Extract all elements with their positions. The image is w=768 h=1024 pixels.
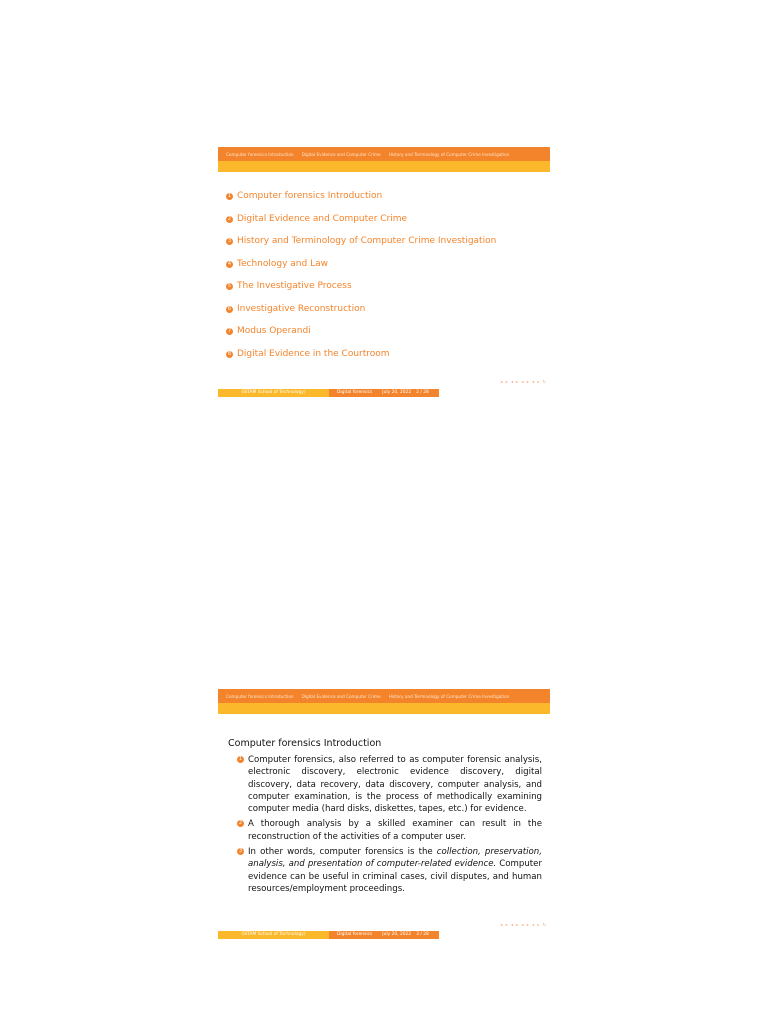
text-segment: In other words, computer forensics is the xyxy=(248,847,437,858)
beamer-navigation-icons[interactable]: ◂ ▸ ◂ ▸ ◂ ▸ ◂ ▸ ↻ xyxy=(500,922,547,927)
item-number: 8 xyxy=(227,350,232,357)
footer-info xyxy=(329,931,439,939)
toc-item-label[interactable]: The Investigative Process xyxy=(237,281,352,291)
subsection-bar xyxy=(218,703,550,714)
toc-item[interactable] xyxy=(226,191,496,214)
nav-section-3[interactable]: History and Terminology of Computer Crime Investigation xyxy=(388,151,510,157)
slide-introduction xyxy=(218,689,550,939)
footer-institution: (SITAM School of Technology) xyxy=(218,931,329,939)
frame-title: Computer forensics Introduction xyxy=(228,738,382,749)
toc-item[interactable] xyxy=(226,236,496,259)
item-number: 3 xyxy=(238,848,243,855)
nav-section-1[interactable]: Computer forensics Introduction xyxy=(226,693,294,699)
nav-section-2[interactable]: Digital Evidence and Computer Crime xyxy=(301,151,381,157)
footer-bar xyxy=(218,389,550,397)
toc-item-label[interactable]: Digital Evidence and Computer Crime xyxy=(237,213,408,224)
toc-item[interactable] xyxy=(226,281,496,304)
footer-page: 3 / 28 xyxy=(416,932,429,937)
toc-item-label[interactable]: Modus Operandi xyxy=(237,326,311,336)
item-number: 1 xyxy=(238,756,243,762)
toc-item[interactable] xyxy=(226,214,496,237)
item-number: 7 xyxy=(227,328,232,334)
list-item xyxy=(237,754,542,815)
item-number: 3 xyxy=(227,238,232,244)
nav-section-3[interactable]: History and Terminology of Computer Crime Investigation xyxy=(388,693,510,699)
toc-item-label[interactable]: Technology and Law xyxy=(237,258,328,269)
text-segment: Computer evidence can be useful in criminal cases, civil disputes, and human resources/employment proceedings. xyxy=(248,859,542,894)
list-item-text xyxy=(248,846,542,895)
item-number: 4 xyxy=(227,260,232,267)
nav-section-1[interactable]: Computer forensics Introduction xyxy=(226,151,294,157)
numbered-list xyxy=(237,754,542,898)
list-item-text: A thorough analysis by a skilled examiner can result in the reconstruction of the activities of a computer user. xyxy=(248,819,542,842)
toc-item[interactable] xyxy=(226,304,496,327)
item-number: 5 xyxy=(227,283,232,289)
section-nav-bar xyxy=(218,147,550,161)
list-item xyxy=(237,818,542,843)
item-number: 1 xyxy=(227,193,232,199)
item-number: 2 xyxy=(238,820,243,827)
subsection-bar xyxy=(218,161,550,172)
toc-item-label[interactable]: Investigative Reconstruction xyxy=(237,303,366,314)
list-item-text: Computer forensics, also referred to as computer forensic analysis, electronic discovery, electronic evidence discovery, digital discovery, data recovery, data discovery, computer analysis, and computer examination, is the process of methodically examining computer media (hard disks, diskettes, tapes, etc.) for evidence. xyxy=(248,755,542,815)
toc-item-label[interactable]: History and Terminology of Computer Crime Investigation xyxy=(237,236,497,246)
toc-item-label[interactable]: Digital Evidence in the Courtroom xyxy=(237,348,390,359)
table-of-contents xyxy=(226,191,496,371)
item-number: 2 xyxy=(227,215,232,222)
footer-institution: (SITAM School of Technology) xyxy=(218,389,329,397)
footer-info xyxy=(329,389,439,397)
footer-date: July 20, 2022 xyxy=(382,932,412,937)
toc-item[interactable] xyxy=(226,326,496,349)
footer-date: July 20, 2022 xyxy=(382,390,412,395)
nav-section-2[interactable]: Digital Evidence and Computer Crime xyxy=(301,693,381,699)
footer-bar xyxy=(218,931,550,939)
toc-item-label[interactable]: Computer forensics Introduction xyxy=(237,191,383,201)
toc-item[interactable] xyxy=(226,259,496,282)
footer-page: 2 / 28 xyxy=(416,390,429,395)
emphasized-text: collection, preservation, analysis, and presentation of computer-related evidence. xyxy=(248,847,542,870)
section-nav-bar xyxy=(218,689,550,703)
toc-item[interactable] xyxy=(226,349,496,372)
slide-outline xyxy=(218,147,550,397)
beamer-navigation-icons[interactable]: ◂ ▸ ◂ ▸ ◂ ▸ ◂ ▸ ↻ xyxy=(500,379,547,384)
item-number: 6 xyxy=(227,305,232,312)
footer-title: Digital forensics xyxy=(337,932,373,937)
list-item xyxy=(237,846,542,895)
footer-title: Digital forensics xyxy=(337,390,373,395)
